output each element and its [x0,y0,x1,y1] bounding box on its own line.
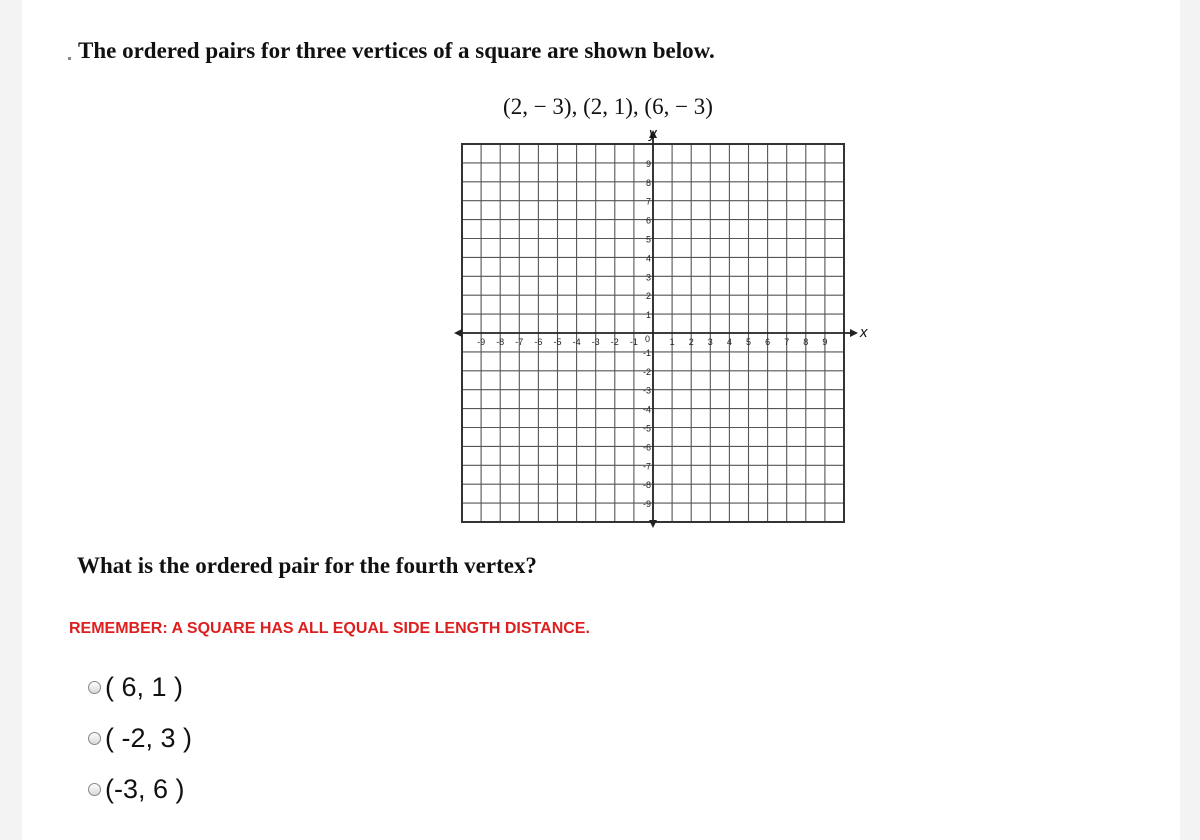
ordered-pairs: (2, − 3), (2, 1), (6, − 3) [503,94,713,119]
x-tick-label: -7 [515,337,524,347]
y-tick-label: 9 [645,158,651,169]
x-tick-label: 6 [765,337,771,347]
x-tick-label: 3 [707,337,713,347]
x-tick-label: -1 [629,337,638,347]
x-axis-arrow-right-icon [850,329,858,337]
x-tick-label: 1 [669,337,675,347]
origin-label: 0 [644,334,650,344]
x-tick-label: -8 [496,337,505,347]
x-tick-label: 9 [822,337,828,347]
radio-button-icon[interactable] [88,732,101,745]
y-tick-label: -6 [642,442,651,453]
y-tick-label: 4 [645,253,651,264]
y-tick-label: -3 [642,385,651,396]
y-tick-label: -7 [642,461,651,472]
x-tick-label: 5 [745,337,752,347]
x-tick-label: 7 [784,337,790,347]
y-axis-arrow-down-icon [649,520,657,528]
choice-label: ( 6, 1 ) [105,672,184,702]
bullet-dot [68,57,71,60]
y-tick-label: 5 [645,234,651,245]
choice-3[interactable] [88,764,192,815]
x-tick-label: -9 [477,337,486,347]
page [22,0,1180,840]
y-axis-label: y [649,125,657,142]
y-tick-label: 7 [645,196,651,207]
y-tick-label: -5 [642,423,651,434]
y-tick-label: -1 [642,347,651,358]
x-tick-label: -6 [534,337,543,347]
x-axis-label: x [860,324,868,341]
remember-note: REMEMBER: A SQUARE HAS ALL EQUAL SIDE LENGTH DISTANCE. [69,620,590,637]
x-tick-label: 2 [688,337,694,347]
x-tick-label: 8 [803,337,809,347]
radio-button-icon[interactable] [88,681,101,694]
coordinate-grid [432,125,868,535]
radio-button-icon[interactable] [88,783,101,796]
y-tick-label: 1 [645,310,651,321]
y-tick-label: 2 [645,291,651,302]
x-tick-label: -3 [591,337,600,347]
y-tick-label: -2 [642,366,651,377]
choice-label: ( -2, 3 ) [105,723,193,753]
answer-choices [88,662,192,815]
y-tick-label: -4 [642,404,651,415]
choice-label: (-3, 6 ) [105,774,185,804]
x-tick-label: 4 [726,337,732,347]
question-text: The ordered pairs for three vertices of a square are shown below. [78,38,715,63]
y-tick-label: 8 [645,177,651,188]
choice-1[interactable] [88,662,192,713]
x-tick-label: -4 [572,337,581,347]
prompt-text: What is the ordered pair for the fourth vertex? [77,553,537,578]
y-tick-label: 3 [645,272,651,283]
x-tick-label: -5 [553,337,562,347]
x-axis-arrow-left-icon [454,329,462,337]
y-tick-label: -9 [642,499,651,510]
y-tick-label: 6 [645,215,651,226]
choice-2[interactable] [88,713,192,764]
x-tick-label: -2 [610,337,619,347]
y-tick-label: -8 [642,480,651,491]
